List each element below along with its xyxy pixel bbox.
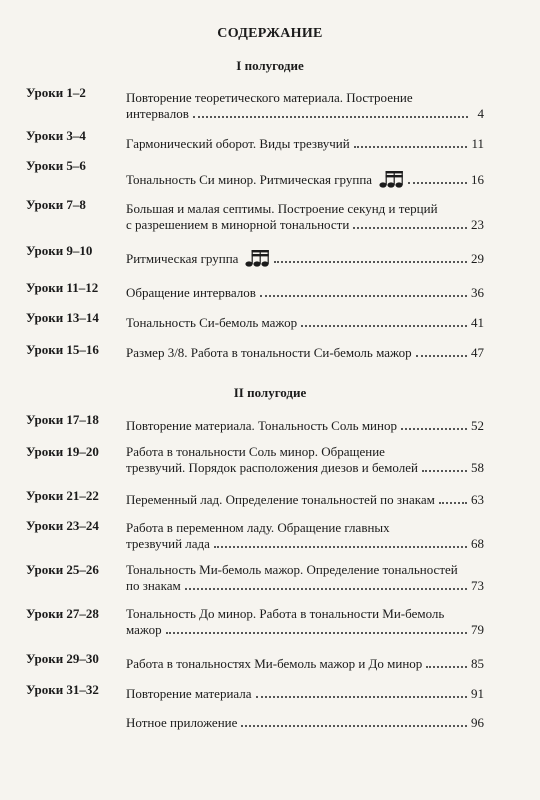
leader-dots: [439, 502, 467, 504]
entry-title: Ритмическая группа: [126, 251, 239, 266]
entry-title: Работа в тональностях Ми-бемоль мажор и До минор: [126, 656, 423, 671]
lesson-label: Уроки 7–8: [26, 197, 86, 212]
page-number: 41: [471, 315, 484, 330]
lesson-label: Уроки 27–28: [26, 606, 99, 621]
page-number: 63: [471, 492, 484, 507]
entry-title: трезвучий. Порядок расположения диезов и бемолей: [126, 460, 418, 475]
entry-title: Работа в тональности Соль минор. Обращение: [126, 444, 385, 459]
entry-title: Гармонический оборот. Виды трезвучий: [126, 136, 350, 151]
page-number: 29: [471, 251, 484, 266]
page-title: СОДЕРЖАНИЕ: [217, 26, 323, 41]
leader-dots: [401, 428, 467, 430]
lesson-label: Уроки 9–10: [26, 243, 93, 258]
page-number: 47: [471, 345, 484, 360]
page-number: 11: [471, 136, 484, 151]
entry-title: Обращение интервалов: [126, 285, 256, 300]
entry-title: с разрешением в минорной тональности: [126, 217, 350, 232]
page-number: 68: [471, 536, 484, 551]
entry-title: Тональность Ми-бемоль мажор. Определение тональностей: [126, 562, 458, 577]
leader-dots: [354, 146, 468, 148]
entry-title: Большая и малая септимы. Построение секунд и терций: [126, 201, 438, 216]
leader-dots: [214, 546, 467, 548]
lesson-label: Уроки 11–12: [26, 280, 99, 295]
leader-dots: [426, 666, 467, 668]
page-number: 36: [471, 285, 484, 300]
section-title: I полугодие: [236, 58, 304, 73]
entry-title: интервалов: [126, 106, 189, 121]
page-number: 85: [471, 656, 484, 671]
leader-dots: [193, 116, 468, 118]
lesson-label: Уроки 5–6: [26, 158, 86, 173]
leader-dots: [256, 696, 467, 698]
entry-title: Повторение теоретического материала. Построение: [126, 90, 413, 105]
entry-title: мажор: [126, 622, 162, 637]
leader-dots: [185, 588, 467, 590]
leader-dots: [353, 227, 467, 229]
page-number: 79: [471, 622, 484, 637]
lesson-label: Уроки 21–22: [26, 488, 99, 503]
entry-title: Повторение материала. Тональность Соль минор: [126, 418, 397, 433]
lesson-label: Уроки 29–30: [26, 651, 99, 666]
entry-title: Тональность Си-бемоль мажор: [126, 315, 298, 330]
entry-title: Тональность Си минор. Ритмическая группа: [126, 172, 373, 187]
entry-title: Повторение материала: [126, 686, 252, 701]
entry-title: Размер 3/8. Работа в тональности Си-бемоль мажор: [126, 345, 412, 360]
leader-dots: [241, 725, 467, 727]
page-number: 52: [471, 418, 484, 433]
leader-dots: [416, 355, 467, 357]
leader-dots: [301, 325, 467, 327]
lesson-label: Уроки 1–2: [26, 85, 86, 100]
entry-title: трезвучий лада: [126, 536, 210, 551]
entry-title: Нотное приложение: [126, 715, 238, 730]
leader-dots: [274, 261, 467, 263]
lesson-label: Уроки 25–26: [26, 562, 99, 577]
lesson-label: Уроки 17–18: [26, 412, 99, 427]
page-number: 73: [471, 578, 484, 593]
lesson-label: Уроки 3–4: [26, 128, 86, 143]
entry-title: Работа в переменном ладу. Обращение главных: [126, 520, 390, 535]
page-number: 4: [477, 106, 484, 121]
lesson-label: Уроки 31–32: [26, 682, 99, 697]
sixteenth-notes-icon: [244, 249, 270, 267]
lesson-label: Уроки 15–16: [26, 342, 99, 357]
page-number: 23: [471, 217, 484, 232]
leader-dots: [422, 470, 467, 472]
entry-title: Переменный лад. Определение тональностей по знакам: [126, 492, 435, 507]
leader-dots: [260, 295, 467, 297]
page-number: 91: [471, 686, 484, 701]
entry-title: по знакам: [126, 578, 181, 593]
lesson-label: Уроки 19–20: [26, 444, 99, 459]
page-number: 16: [471, 172, 484, 187]
leader-dots: [408, 182, 467, 184]
lesson-label: Уроки 13–14: [26, 310, 99, 325]
page-number: 58: [471, 460, 484, 475]
section-title: II полугодие: [233, 385, 307, 400]
sixteenth-notes-icon: [378, 170, 404, 188]
leader-dots: [166, 632, 467, 634]
lesson-label: Уроки 23–24: [26, 518, 99, 533]
entry-title: Тональность До минор. Работа в тональности Ми-бемоль: [126, 606, 445, 621]
page-number: 96: [471, 715, 484, 730]
